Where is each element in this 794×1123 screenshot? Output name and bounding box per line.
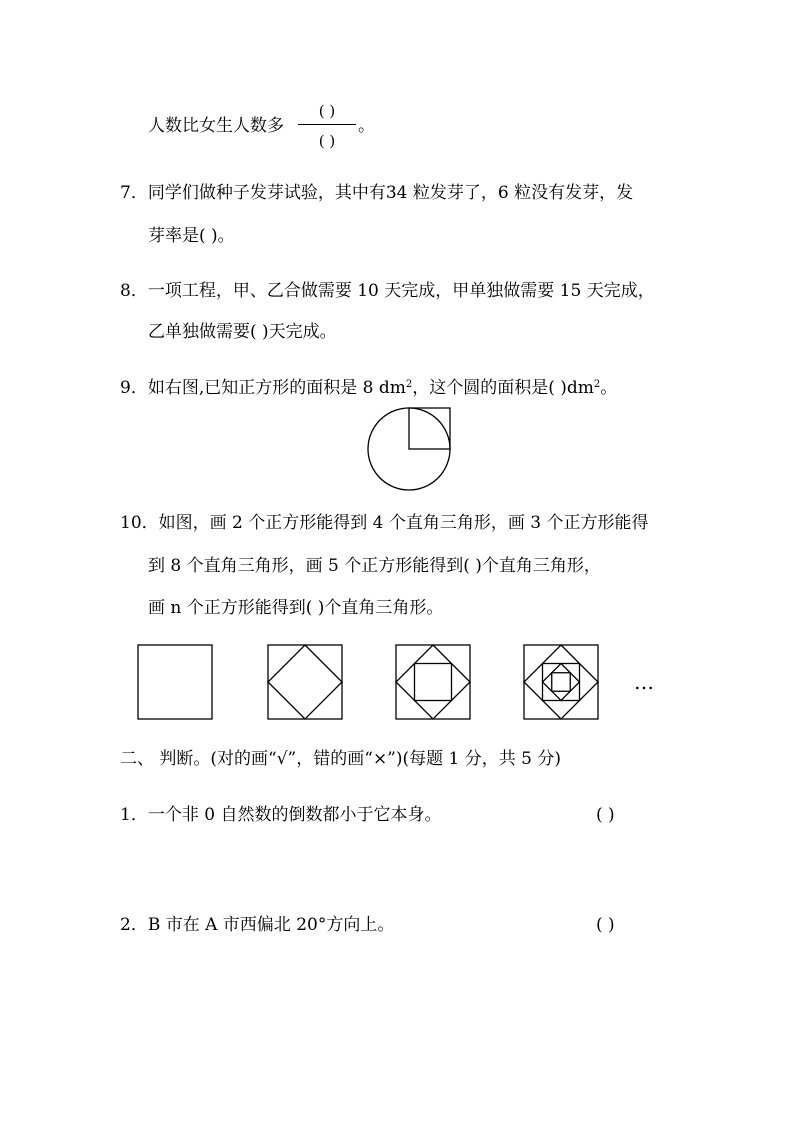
judge-2-bracket[interactable]: ( ) (596, 915, 615, 935)
q10-line1 (120, 513, 649, 533)
q8-line2: 乙单独做需要( )天完成。 (148, 322, 337, 342)
q10-line2: 到 8 个直角三角形，画 5 个正方形能得到( )个直角三角形， (148, 556, 601, 576)
q9-text-b: ，这个圆的面积是( )dm (412, 378, 594, 398)
judge-1-number: 1． (120, 805, 148, 825)
figure2 (268, 645, 342, 719)
q7-text-line1: 同学们做种子发芽试验，其中有34 粒发芽了，6 粒没有发芽，发 (147, 183, 634, 203)
figures-ellipsis: … (634, 670, 654, 694)
q10-number: 10． (120, 513, 159, 533)
q10-text-line1: 如图，画 2 个正方形能得到 4 个直角三角形，画 3 个正方形能得 (158, 513, 649, 533)
q9-number: 9． (120, 378, 148, 398)
nested-squares-sequence-diagram (136, 643, 696, 723)
q7-line2: 芽率是( )。 (148, 226, 235, 246)
section2-header: 二、 判断。(对的画“√”，错的画“×”)(每题 1 分，共 5 分) (120, 749, 562, 769)
circle-with-quarter-square-diagram (365, 405, 465, 505)
q9-line (120, 378, 617, 398)
judge-1-text: 一个非 0 自然数的倒数都小于它本身。 (147, 805, 442, 825)
judge-1-bracket[interactable]: ( ) (596, 805, 615, 825)
figure4 (524, 645, 598, 719)
q8-line1 (120, 281, 655, 301)
judge-2-number: 2． (120, 915, 148, 935)
q6-end: 。 (358, 116, 375, 136)
q9-sup-b: 2 (593, 379, 601, 390)
figure3 (396, 645, 470, 719)
q8-number: 8． (120, 281, 148, 301)
judge-2-text: B 市在 A 市西偏北 20°方向上。 (147, 915, 395, 935)
judge-item-2 (120, 915, 394, 935)
q8-text-line1: 一项工程，甲、乙合做需要 10 天完成，甲单独做需要 15 天完成， (147, 281, 655, 301)
figure1-square (138, 645, 212, 719)
q9-text-c: 。 (600, 378, 618, 398)
q6-fraction-denominator: ( ) (318, 132, 336, 150)
q10-line3: 画 n 个正方形能得到( )个直角三角形。 (148, 598, 444, 618)
q9-text-a: 如右图,已知正方形的面积是 8 dm (147, 378, 406, 398)
q9-sup-a: 2 (405, 379, 413, 390)
judge-item-1 (120, 805, 441, 825)
q6-text: 人数比女生人数多 (148, 116, 284, 136)
q6-continuation (148, 116, 284, 136)
q7-number: 7． (120, 183, 148, 203)
q7-line1 (120, 183, 633, 203)
q6-fraction-numerator: ( ) (318, 102, 336, 120)
q6-fraction-bar (298, 124, 356, 125)
